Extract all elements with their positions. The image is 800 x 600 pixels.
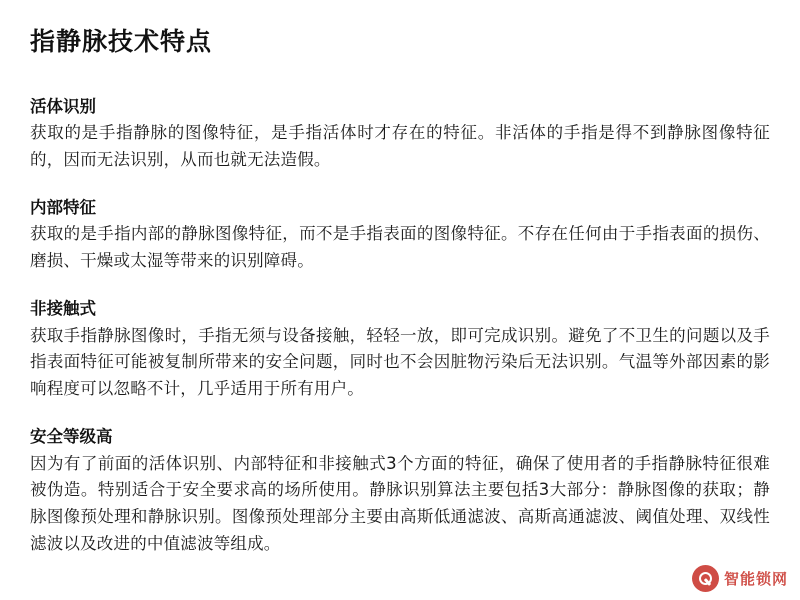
section-body: 获取手指静脉图像时，手指无须与设备接触，轻轻一放，即可完成识别。避免了不卫生的问题以及手指表面特征可能被复制所带来的安全问题，同时也不会因脏物污染后无法识别。气温等外部因素的影响程度可以忽略不计，几乎适用于所有用户。 (30, 325, 770, 399)
section-block (30, 425, 770, 558)
page-title: 指静脉技术特点 (30, 27, 213, 56)
watermark (692, 565, 788, 592)
section-body: 获取的是手指内部的静脉图像特征，而不是手指表面的图像特征。不存在任何由于手指表面的损伤、磨损、干燥或太湿等带来的识别障碍。 (30, 224, 770, 271)
section-block (30, 297, 770, 403)
section-block (30, 95, 770, 174)
section-heading: 安全等级高 (30, 426, 113, 446)
section-body: 获取的是手指静脉的图像特征，是手指活体时才存在的特征。非活体的手指是得不到静脉图像特征的，因而无法识别，从而也就无法造假。 (30, 123, 770, 169)
section-body: 因为有了前面的活体识别、内部特征和非接触式3个方面的特征，确保了使用者的手指静脉特征很难被伪造。特别适合于安全要求高的场所使用。静脉识别算法主要包括3大部分：静脉图像的获取；静脉图像预处理和静脉识别。图像预处理部分主要由高斯低通滤波、高斯高通滤波、阈值处理、双线性滤波以及改进的中值滤波等组成。 (30, 453, 770, 553)
fingerprint-logo-icon (692, 565, 719, 592)
section-heading: 非接触式 (30, 298, 96, 318)
section-heading: 内部特征 (30, 197, 96, 217)
section-block (30, 196, 770, 275)
section-heading: 活体识别 (30, 96, 96, 116)
watermark-label: 智能锁网 (723, 570, 788, 588)
